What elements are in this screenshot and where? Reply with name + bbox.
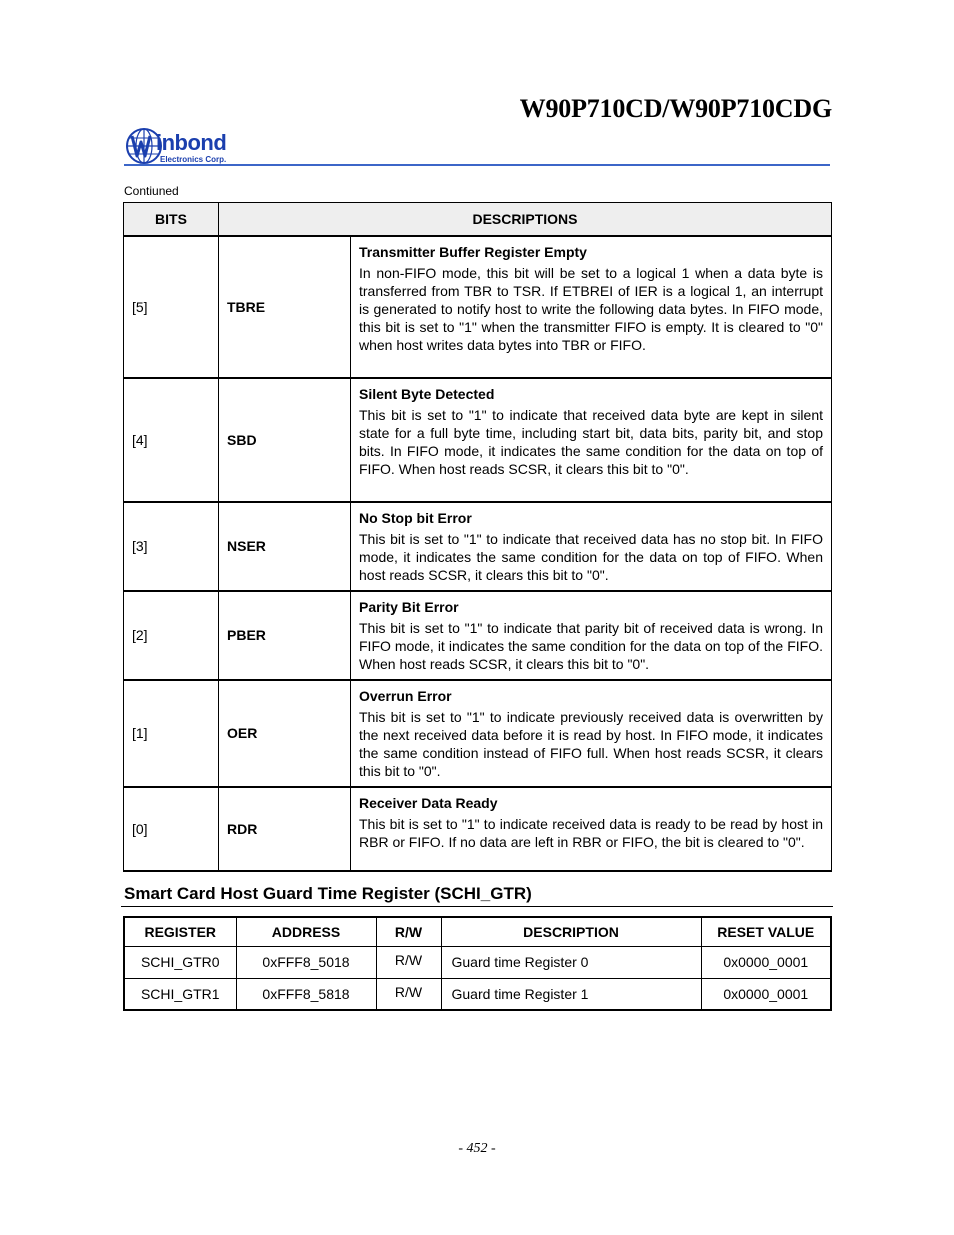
bit-description [351,502,832,591]
logo-subtitle: Electronics Corp. [160,155,227,164]
register-table-header [124,917,831,946]
document-title: W90P710CD/W90P710CDG [519,94,832,123]
logo-wordmark: inbond [156,130,227,155]
bit-description [351,378,832,502]
bit-description-title: Receiver Data Ready [359,794,498,811]
bit-description-text: This bit is set to "1" to indicate that received data has no stop bit. In FIFO mode, it indicates the same condition for the data on top of FIFO. When host reads SCSR, it clears this bit to "0". [359,530,823,583]
bit-index: [2] [124,591,219,680]
register-description: Guard time Register 1 [441,978,701,1010]
page-number: - 452 - [458,1141,496,1156]
header-bits: BITS [124,203,219,236]
header-rule [124,164,830,166]
bit-description [351,787,832,871]
bit-index: [4] [124,378,219,502]
register-reset-value: 0x0000_0001 [701,946,831,978]
header-description: DESCRIPTION [441,917,701,946]
section-rule [121,906,833,907]
bit-description [351,680,832,787]
table-row [124,680,832,787]
bit-description-title: No Stop bit Error [359,509,472,526]
bit-name: SBD [219,378,351,502]
bits-table [123,202,832,872]
table-row [124,236,832,378]
bit-index: [0] [124,787,219,871]
register-address: 0xFFF8_5018 [236,946,376,978]
bit-description-title: Overrun Error [359,687,452,704]
table-row [124,378,832,502]
table-row [124,591,832,680]
register-rw: R/W [376,946,441,978]
table-row [124,787,832,871]
header-descriptions: DESCRIPTIONS [219,203,832,236]
bit-description [351,591,832,680]
bit-name: PBER [219,591,351,680]
register-address: 0xFFF8_5818 [236,978,376,1010]
continued-label: Contiuned [124,184,179,198]
bit-name: NSER [219,502,351,591]
table-row [124,946,831,978]
register-description: Guard time Register 0 [441,946,701,978]
register-rw: R/W [376,978,441,1010]
bit-name: TBRE [219,236,351,378]
bit-description-text: This bit is set to "1" to indicate that received data byte are kept in silent state for a full byte time, including start bit, data bits, parity bit, and stop bits. In FIFO mode, it indicates the same condition for the data on top of FIFO. When host reads SCSR, it clears this bit to "0". [359,406,823,477]
header-rw: R/W [376,917,441,946]
table-row [124,502,832,591]
bit-name: RDR [219,787,351,871]
bit-index: [1] [124,680,219,787]
bit-description [351,236,832,378]
bit-name: OER [219,680,351,787]
bit-description-title: Parity Bit Error [359,598,459,615]
register-table [123,916,832,1011]
table-row [124,978,831,1010]
bit-description-title: Transmitter Buffer Register Empty [359,243,587,260]
bit-description-text: This bit is set to "1" to indicate previously received data is overwritten by the next received data before it is read by host. In FIFO mode, it indicates the same condition instead of FIFO full. When host reads SCSR, it clears this bit to "0". [359,708,823,779]
header-reset-value: RESET VALUE [701,917,831,946]
header-register: REGISTER [124,917,236,946]
section-title: Smart Card Host Guard Time Register (SCHI_GTR) [124,884,532,903]
register-reset-value: 0x0000_0001 [701,978,831,1010]
bit-description-title: Silent Byte Detected [359,385,495,402]
bit-description-text: This bit is set to "1" to indicate that parity bit of received data is wrong. In FIFO mode, it indicates the same condition for the data on top of the FIFO. When host reads SCSR, it clears this bit to "0". [359,619,823,672]
bit-index: [3] [124,502,219,591]
bit-description-text: In non-FIFO mode, this bit will be set to a logical 1 when a data byte is transferred from TBR to TSR. If ETBREI of IER is a logical 1, an interrupt is generated to notify host to write the following data bytes. In FIFO mode, this bit is set to "1" when the transmitter FIFO is empty. It is cleared to "0" when host writes data bytes into TBR or FIFO. [359,264,823,353]
bit-index: [5] [124,236,219,378]
bit-description-text: This bit is set to "1" to indicate received data is ready to be read by host in RBR or FIFO. If no data are left in RBR or FIFO, the bit is cleared to "0". [359,815,823,850]
register-name: SCHI_GTR0 [124,946,236,978]
register-name: SCHI_GTR1 [124,978,236,1010]
header-address: ADDRESS [236,917,376,946]
bits-table-header [124,203,832,236]
